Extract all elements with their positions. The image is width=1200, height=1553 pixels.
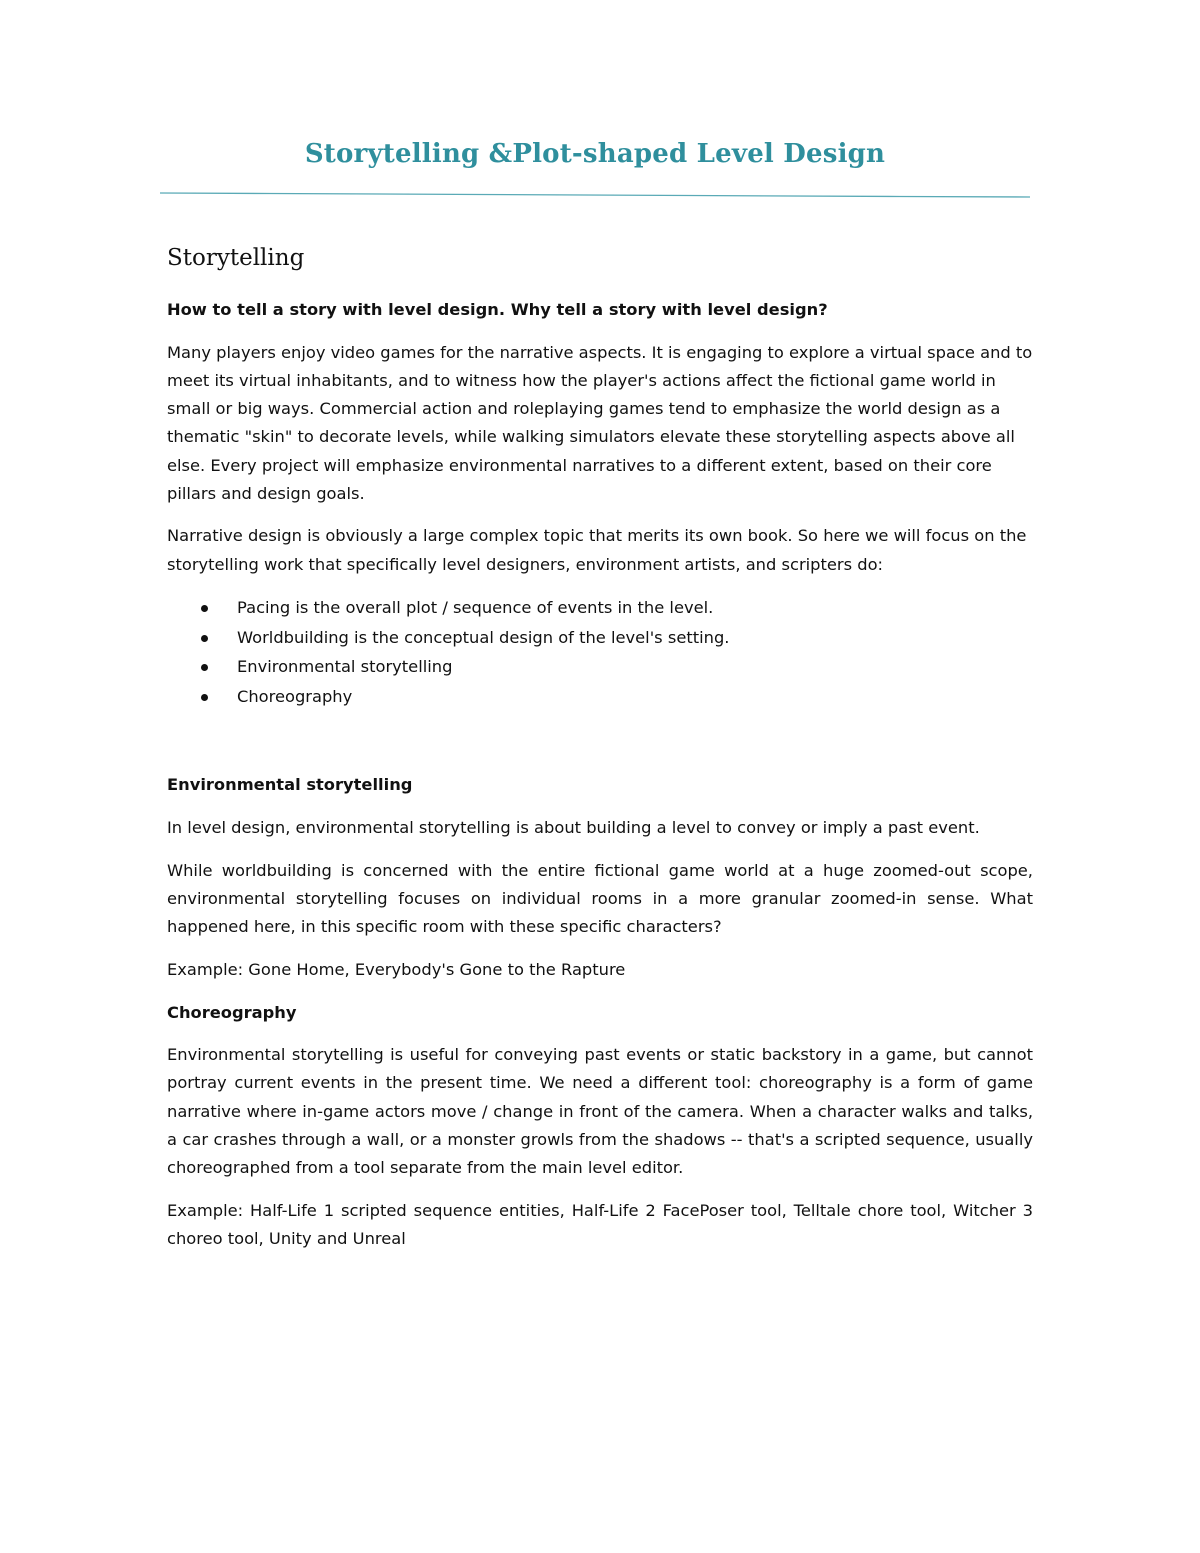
bullet-list	[167, 593, 1033, 711]
environmental-heading: Environmental storytelling	[167, 775, 413, 795]
title-underline-path	[160, 193, 1030, 197]
paragraph-narrative-design: Narrative design is obviously a large complex topic that merits its own book. So here we will focus on the storytelling work that specifically level designers, environment artists, and scripters do:	[167, 526, 1027, 574]
bullet-item	[167, 652, 1033, 682]
paragraph-narrative: Many players enjoy video games for the narrative aspects. It is engaging to explore a virtual space and to meet its virtual inhabitants, and to witness how the player's actions affect the fictional game world in small or big ways. Commercial action and roleplaying games tend to emphasize the world design as a thematic "skin" to decorate levels, while walking simulators elevate these storytelling aspects above all else. Every project will emphasize environmental narratives to a different extent, based on their core pillars and design goals.	[167, 342, 1033, 503]
section-spacer	[167, 711, 1033, 771]
bullet-icon	[201, 694, 208, 701]
environmental-example: Example: Gone Home, Everybody's Gone to the Rapture	[167, 959, 626, 979]
bullet-text: Pacing is the overall plot / sequence of events in the level.	[237, 598, 714, 618]
bullet-text: Environmental storytelling	[237, 657, 453, 677]
bullet-icon	[201, 605, 208, 612]
bullet-item	[167, 682, 1033, 712]
bullet-item	[167, 623, 1033, 653]
document-title: Storytelling &Plot-shaped Level Design	[304, 139, 886, 169]
choreography-heading: Choreography	[167, 1002, 297, 1022]
bullet-icon	[201, 635, 208, 642]
title-underline	[160, 190, 1030, 200]
choreography-example: Example: Half-Life 1 scripted sequence entities, Half-Life 2 FacePoser tool, Telltale chore tool, Witcher 3 choreo tool, Unity and Unreal	[167, 1200, 1033, 1248]
section-heading: Storytelling	[167, 245, 305, 271]
bullet-item	[167, 593, 1033, 623]
environmental-paragraph-2: While worldbuilding is concerned with the entire fictional game world at a huge zoomed-out scope, environmental storytelling focuses on individual rooms in a more granular zoomed-in sense. What happened here, in this specific room with these specific characters?	[167, 860, 1033, 937]
section-question: How to tell a story with level design. Why tell a story with level design?	[167, 300, 828, 319]
bullet-icon	[201, 664, 208, 671]
document-body	[167, 296, 1033, 1268]
bullet-text: Worldbuilding is the conceptual design of the level's setting.	[237, 627, 730, 647]
choreography-paragraph: Environmental storytelling is useful for conveying past events or static backstory in a game, but cannot portray current events in the present time. We need a different tool: choreography is a form of game narrative where in-game actors move / change in front of the camera. When a character walks and talks, a car crashes through a wall, or a monster growls from the shadows -- that's a scripted sequence, usually choreographed from a tool separate from the main level editor.	[167, 1045, 1033, 1178]
bullet-text: Choreography	[237, 686, 353, 706]
environmental-paragraph-1: In level design, environmental storytelling is about building a level to convey or imply a past event.	[167, 818, 980, 838]
